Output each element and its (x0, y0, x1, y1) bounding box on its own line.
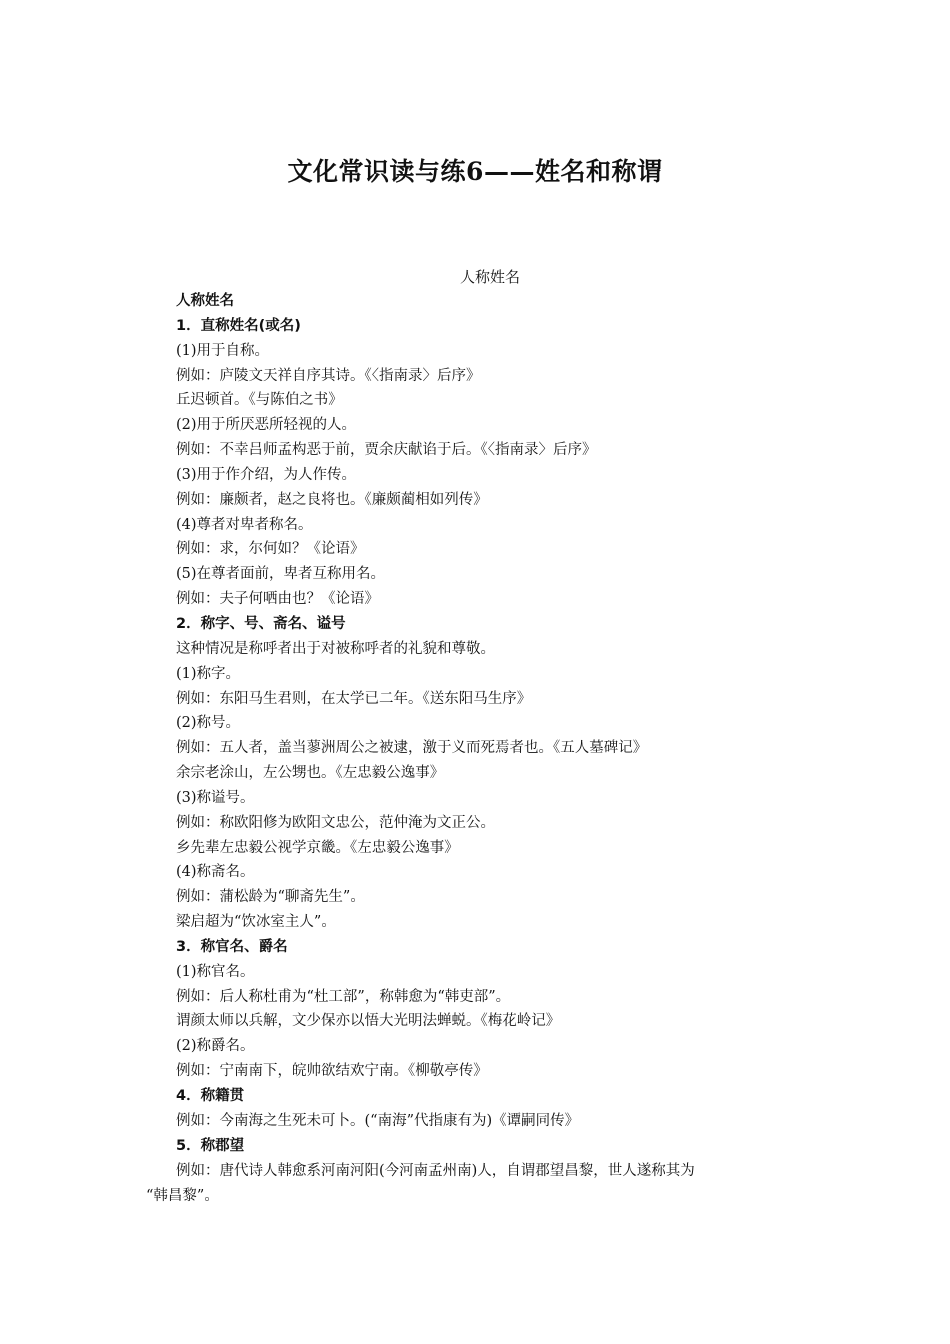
section-heading-line: 1．直称姓名(或名) (176, 317, 301, 334)
text-line: 乡先辈左忠毅公视学京畿。《左忠毅公逸事》 (176, 839, 459, 856)
text-line: (4)称斋名。 (176, 864, 255, 881)
text-line: 例如：东阳马生君则，在太学已二年。《送东阳马生序》 (176, 690, 532, 707)
section-heading-line: 4．称籍贯 (176, 1088, 245, 1104)
section-heading-line: 人称姓名 (176, 293, 234, 309)
section-heading-line: 3．称官名、爵名 (176, 938, 288, 955)
text-line: 例如：五人者，盖当蓼洲周公之被逮，激于义而死焉者也。《五人墓碑记》 (176, 740, 648, 757)
text-line: 例如：廉颇者，赵之良将也。《廉颇蔺相如列传》 (176, 491, 488, 508)
text-line: (2)称爵名。 (176, 1038, 255, 1055)
text-line: 例如：今南海之生死未可卜。(“南海”代指康有为)《谭嗣同传》 (176, 1112, 580, 1129)
text-line: (1)称字。 (176, 665, 241, 682)
text-line: 丘迟顿首。《与陈伯之书》 (176, 392, 343, 409)
text-line: (3)用于作介绍，为人作传。 (176, 466, 357, 483)
text-line: 梁启超为“饮冰室主人”。 (176, 914, 336, 931)
text-line: 例如：夫子何哂由也？《论语》 (176, 591, 379, 608)
text-line: 例如：宁南南下，皖帅欲结欢宁南。《柳敬亭传》 (176, 1063, 488, 1080)
text-line: 例如：称欧阳修为欧阳文忠公，范仲淹为文正公。 (176, 814, 495, 831)
text-line: 这种情况是称呼者出于对被称呼者的礼貌和尊敬。 (176, 640, 495, 657)
text-line: (1)用于自称。 (176, 342, 270, 359)
text-line: 例如：不幸吕师孟构恶于前，贾余庆献谄于后。《〈指南录〉后序》 (176, 442, 597, 459)
text-line: 例如：蒲松龄为“聊斋先生”。 (176, 889, 365, 906)
text-line: 余宗老涂山，左公甥也。《左忠毅公逸事》 (176, 765, 445, 782)
text-line: (2)用于所厌恶所轻视的人。 (176, 417, 357, 434)
paragraph-line: “韩昌黎”。 (146, 1188, 219, 1204)
paragraph-line: 例如：唐代诗人韩愈系河南河阳(今河南孟州南)人，自谓郡望昌黎，世人遂称其为 (176, 1163, 695, 1179)
section-heading-line: 2．称字、号、斋名、谥号 (176, 615, 346, 632)
text-line: 例如：庐陵文天祥自序其诗。《〈指南录〉后序》 (176, 367, 481, 384)
text-line: 例如：求，尔何如？《论语》 (176, 541, 365, 558)
document-body (176, 289, 816, 1159)
text-line: (1)称官名。 (176, 963, 255, 980)
text-line: (3)称谥号。 (176, 789, 255, 806)
text-line: (4)尊者对卑者称名。 (176, 516, 313, 533)
text-line: (2)称号。 (176, 715, 241, 732)
text-line: 谓颜太师以兵解，文少保亦以悟大光明法蝉蜕。《梅花岭记》 (176, 1013, 561, 1030)
paragraph-commandery (146, 1159, 810, 1209)
page-title: 文化常识读与练6——姓名和称谓 (287, 157, 663, 186)
section-heading-line: 5．称郡望 (176, 1137, 245, 1154)
text-line: 例如：后人称杜甫为“杜工部”，称韩愈为“韩吏部”。 (176, 988, 511, 1005)
section-heading: 人称姓名 (459, 268, 520, 286)
text-line: (5)在尊者面前，卑者互称用名。 (176, 566, 386, 583)
